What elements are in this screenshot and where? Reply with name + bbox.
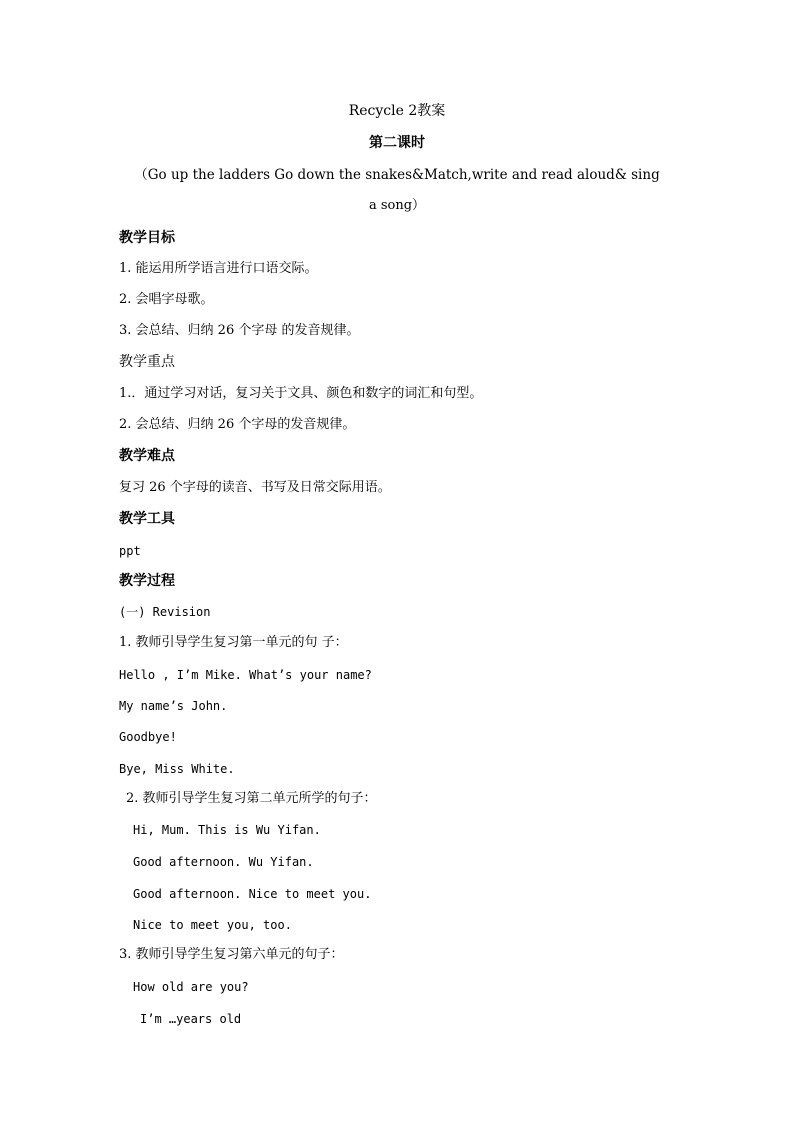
dialogue-line: Good afternoon. Wu Yifan. — [133, 855, 314, 869]
subtitle-line-2: a song） — [368, 198, 426, 213]
dialogue-line: How old are you? — [133, 980, 249, 994]
objective-item: 2. 会唱字母歌。 — [119, 292, 214, 307]
dialogue-line: Goodbye! — [119, 730, 177, 744]
key-point-item: 1.．通过学习对话，复习关于文具、颜色和数字的词汇和句型。 — [119, 386, 483, 401]
lesson-label: 第二课时 — [369, 135, 425, 151]
difficulties-heading: 教学难点 — [119, 448, 175, 464]
process-section-1: (一) Revision — [119, 605, 211, 619]
step-2-label: 2. 教师引导学生复习第二单元所学的句子： — [126, 791, 377, 806]
tools-text: ppt — [119, 544, 141, 558]
subtitle-line-1: （Go up the ladders Go down the snakes&Match,write and read aloud& sing — [134, 167, 660, 183]
objective-item: 1. 能运用所学语言进行口语交际。 — [119, 261, 318, 276]
process-heading: 教学过程 — [119, 573, 175, 589]
step-1-label: 1. 教师引导学生复习第一单元的句 子： — [119, 635, 348, 650]
dialogue-line: Nice to meet you, too. — [133, 918, 292, 932]
dialogue-line: Bye, Miss White. — [119, 762, 235, 776]
key-point-item: 2. 会总结、归纳 26 个字母的发音规律。 — [119, 417, 356, 432]
dialogue-line: I’m …years old — [140, 1012, 242, 1026]
objective-item: 3. 会总结、归纳 26 个字母 的发音规律。 — [119, 323, 360, 338]
dialogue-line: My name’s John. — [119, 699, 228, 713]
tools-heading: 教学工具 — [119, 511, 175, 527]
document-title: Recycle 2教案 — [348, 103, 446, 119]
dialogue-line: Hi, Mum. This is Wu Yifan. — [133, 823, 321, 837]
step-3-label: 3. 教师引导学生复习第六单元的句子： — [119, 947, 344, 962]
difficulties-text: 复习 26 个字母的读音、书写及日常交际用语。 — [119, 480, 391, 495]
key-points-heading: 教学重点 — [119, 354, 175, 370]
dialogue-line: Good afternoon. Nice to meet you. — [133, 887, 372, 901]
dialogue-line: Hello , I’m Mike. What’s your name? — [119, 668, 372, 682]
objectives-heading: 教学目标 — [119, 230, 175, 246]
